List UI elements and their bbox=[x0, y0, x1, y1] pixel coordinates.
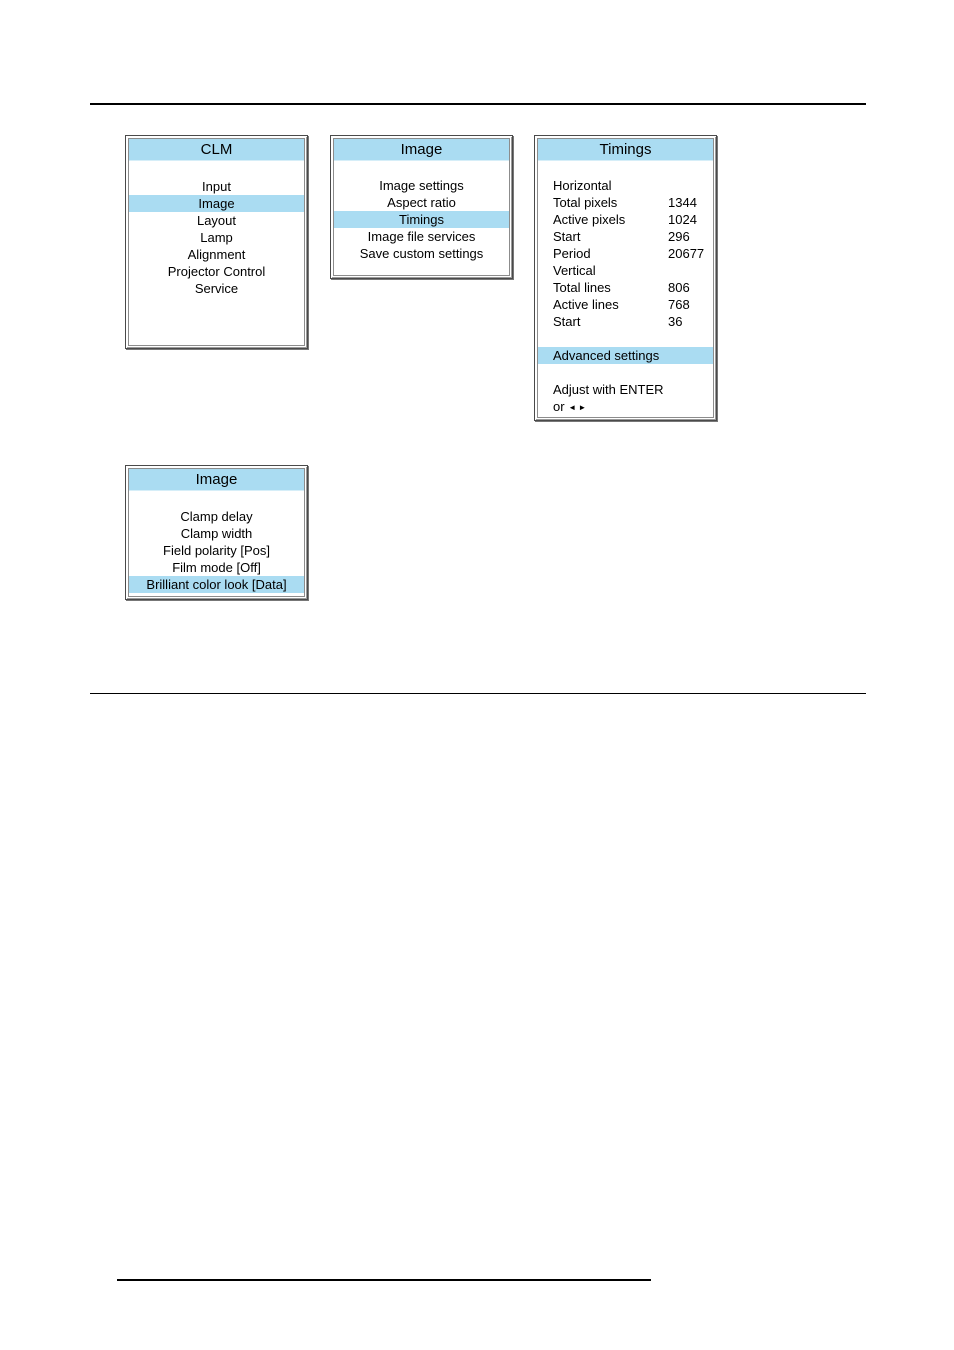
advanced-image-menu-frame bbox=[128, 468, 305, 597]
advanced-image-menu-title: Image bbox=[129, 469, 304, 491]
menu-item-film-mode[interactable]: Film mode [Off] bbox=[172, 560, 261, 575]
menu-item-brilliant-color-look[interactable]: Brilliant color look [Data] bbox=[129, 576, 304, 593]
advanced-image-menu bbox=[125, 465, 308, 600]
row-label: Start bbox=[553, 229, 581, 244]
menu-item-field-polarity[interactable]: Field polarity [Pos] bbox=[163, 543, 270, 558]
heading-label: Horizontal bbox=[553, 178, 612, 193]
timings-row-total-lines[interactable] bbox=[538, 279, 713, 296]
timings-hint bbox=[538, 381, 713, 398]
timings-menu bbox=[534, 135, 717, 421]
timings-menu-items bbox=[538, 177, 713, 415]
timings-row-h-start[interactable] bbox=[538, 228, 713, 245]
row-value: 806 bbox=[668, 280, 690, 295]
row-label: Active pixels bbox=[553, 212, 626, 227]
timings-vertical-heading bbox=[538, 262, 713, 279]
clm-menu-title: CLM bbox=[129, 139, 304, 161]
menu-item-image-file-services[interactable]: Image file services bbox=[367, 229, 476, 244]
menu-item-aspect-ratio[interactable]: Aspect ratio bbox=[387, 195, 456, 210]
row-value: 1024 bbox=[668, 212, 697, 227]
menu-item-clamp-delay[interactable]: Clamp delay bbox=[180, 509, 253, 524]
hint-line bbox=[553, 398, 586, 416]
timings-horizontal-heading bbox=[538, 177, 713, 194]
menu-item-service[interactable]: Service bbox=[194, 281, 239, 296]
row-value: 296 bbox=[668, 229, 690, 244]
timings-hint-arrows bbox=[538, 398, 713, 415]
menu-item-save-custom-settings[interactable]: Save custom settings bbox=[359, 246, 484, 261]
clm-menu-items bbox=[129, 178, 304, 297]
clm-menu-frame bbox=[128, 138, 305, 346]
timings-row-total-pixels[interactable] bbox=[538, 194, 713, 211]
arrow-left-right-icon: ◄ ► bbox=[568, 403, 587, 412]
advanced-image-menu-items bbox=[129, 508, 304, 593]
timings-advanced-settings[interactable] bbox=[538, 347, 713, 364]
timings-menu-title: Timings bbox=[538, 139, 713, 161]
timings-spacer bbox=[538, 330, 713, 347]
row-value: 768 bbox=[668, 297, 690, 312]
footer-rule bbox=[117, 1279, 651, 1281]
image-menu-frame bbox=[333, 138, 510, 276]
timings-row-active-pixels[interactable] bbox=[538, 211, 713, 228]
row-value: 1344 bbox=[668, 195, 697, 210]
header-rule bbox=[90, 103, 866, 105]
clm-menu bbox=[125, 135, 308, 349]
row-label: Start bbox=[553, 314, 581, 329]
heading-label: Vertical bbox=[553, 263, 596, 278]
row-label: Total lines bbox=[553, 280, 611, 295]
menu-item-image-settings[interactable]: Image settings bbox=[379, 178, 464, 193]
menu-item-input[interactable]: Input bbox=[202, 179, 231, 194]
image-menu bbox=[330, 135, 513, 279]
timings-spacer bbox=[538, 364, 713, 381]
row-label: Period bbox=[553, 246, 591, 261]
menu-item-image[interactable]: Image bbox=[129, 195, 304, 212]
hint-text: Adjust with ENTER bbox=[553, 382, 664, 397]
section-rule bbox=[90, 693, 866, 694]
hint-or: or bbox=[553, 399, 565, 414]
row-label: Total pixels bbox=[553, 195, 618, 210]
image-menu-items bbox=[334, 177, 509, 262]
timings-menu-frame bbox=[537, 138, 714, 418]
row-value: 20677 bbox=[668, 246, 705, 261]
menu-item-layout[interactable]: Layout bbox=[196, 213, 237, 228]
row-value: 36 bbox=[668, 314, 683, 329]
timings-row-period[interactable] bbox=[538, 245, 713, 262]
menu-item-clamp-width[interactable]: Clamp width bbox=[180, 526, 253, 541]
menu-item-alignment[interactable]: Alignment bbox=[187, 247, 246, 262]
menu-item-timings[interactable]: Timings bbox=[334, 211, 509, 228]
timings-row-active-lines[interactable] bbox=[538, 296, 713, 313]
menu-item-projector-control[interactable]: Projector Control bbox=[167, 264, 266, 279]
row-label: Advanced settings bbox=[553, 348, 660, 363]
menu-item-lamp[interactable]: Lamp bbox=[200, 230, 233, 245]
row-label: Active lines bbox=[553, 297, 619, 312]
image-menu-title: Image bbox=[334, 139, 509, 161]
timings-row-v-start[interactable] bbox=[538, 313, 713, 330]
